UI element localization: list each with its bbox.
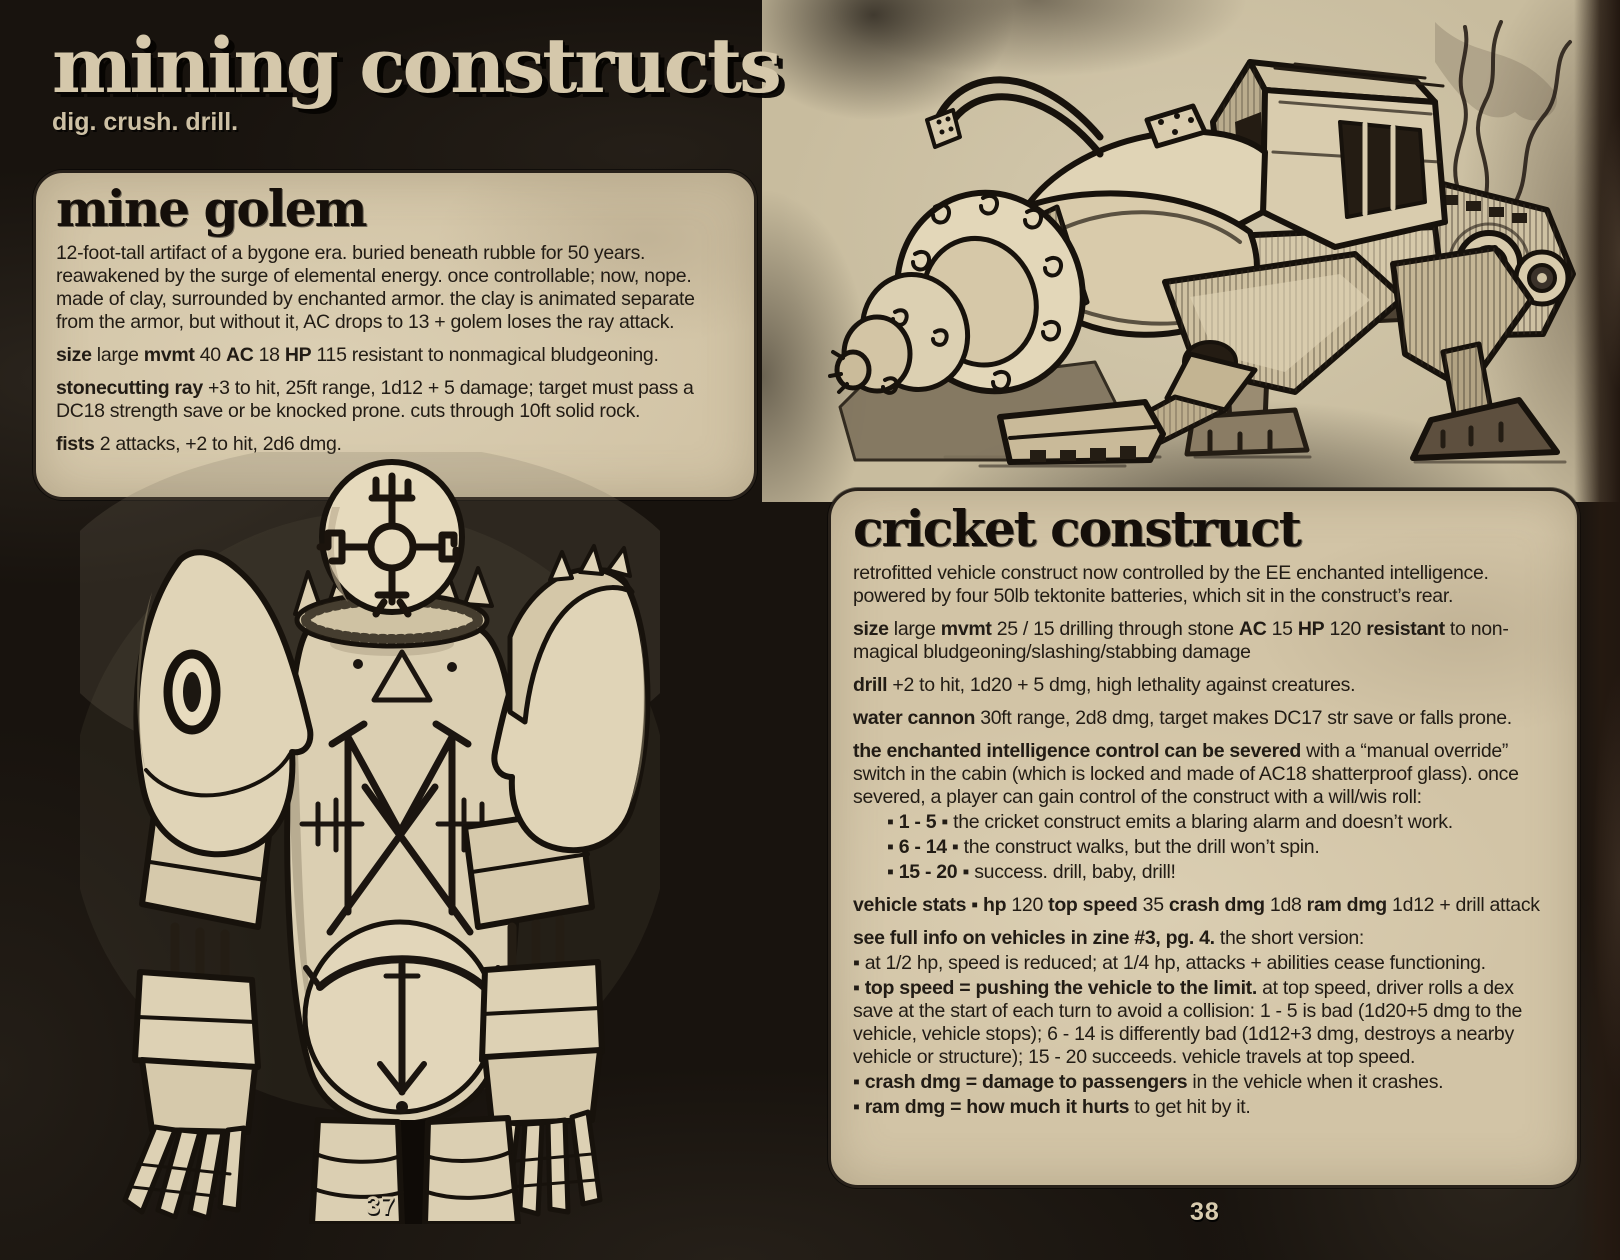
cricket-intro: retrofitted vehicle construct now controlled by the EE enchanted intelligence. powered by four 50lb tektonite batteries, which sit in the construct’s rear. — [853, 561, 1489, 607]
vehicle-rule-hp: ▪ at 1/2 hp, speed is reduced; at 1/4 hp, attacks + abilities cease functioning. — [853, 951, 1486, 974]
page-edge-texture — [1574, 0, 1620, 1260]
mine-golem-stat-ray: stonecutting ray +3 to hit, 25ft range, 1d12 + 5 damage; target must pass a DC18 strength save or be knocked prone. cuts through 10ft solid rock. — [56, 376, 694, 422]
cricket-construct-illustration — [795, 2, 1595, 472]
vehicle-rule-top-speed: ▪ top speed = pushing the vehicle to the limit. at top speed, driver rolls a dex save at the start of each turn to avoid a collision: 1 - 5 is bad (1d20+5 dmg to the vehicle, vehicle stops); 6 - 14 is differently bad (1d12+3 dmg, destroys a nearby vehicle or structure); 15 - 20 succeeds. vehicle travels at top speed. — [853, 976, 1523, 1068]
cricket-heading: cricket construct — [853, 499, 1300, 558]
mine-golem-illustration — [80, 452, 660, 1224]
mine-golem-stat-size: size large mvmt 40 AC 18 HP 115 resistant to nonmagical bludgeoning. — [56, 343, 659, 366]
cricket-stat-size: size large mvmt 25 / 15 drilling through stone AC 15 HP 120 resistant to non-magical bludgeoning/slashing/stabbing damage — [853, 617, 1509, 663]
cricket-stat-water: water cannon 30ft range, 2d8 dmg, target makes DC17 str save or falls prone. — [853, 706, 1512, 729]
override-roll-results — [887, 811, 1555, 884]
vehicle-rule-crash-dmg: ▪ crash dmg = damage to passengers in the vehicle when it crashes. — [853, 1070, 1444, 1093]
page-number-left: 37 — [366, 1192, 396, 1220]
cricket-stat-drill: drill +2 to hit, 1d20 + 5 dmg, high lethality against creatures. — [853, 673, 1356, 696]
roll-result-low: ▪ 1 - 5 ▪ the cricket construct emits a blaring alarm and doesn’t work. — [887, 810, 1453, 833]
mine-golem-stat-fists: fists 2 attacks, +2 to hit, 2d6 dmg. — [56, 432, 342, 455]
mine-golem-statblock — [33, 170, 757, 500]
roll-result-high: ▪ 15 - 20 ▪ success. drill, baby, drill! — [887, 860, 1176, 883]
page-number-right: 38 — [1190, 1198, 1220, 1226]
vehicle-rules — [853, 952, 1555, 1119]
cricket-body — [853, 562, 1555, 1119]
chapter-header — [52, 21, 779, 137]
vehicle-rule-ram-dmg: ▪ ram dmg = how much it hurts to get hit by it. — [853, 1095, 1251, 1118]
cricket-see-full: see full info on vehicles in zine #3, pg. 4. the short version: — [853, 926, 1365, 949]
mine-golem-intro: 12-foot-tall artifact of a bygone era. buried beneath rubble for 50 years. reawakened by the surge of elemental energy. once controllable; now, nope. made of clay, surrounded by enchanted armor. the clay is animated separate from the armor, but without it, AC drops to 13 + golem loses the ray attack. — [56, 241, 695, 333]
mine-golem-body — [56, 242, 734, 456]
page-tagline: dig. crush. drill. — [52, 107, 239, 136]
cricket-override-rule: the enchanted intelligence control can be severed with a “manual override” switch in the cabin (which is locked and made of AC18 shatterproof glass). once severed, a player can gain control of the construct with a will/wis roll: — [853, 739, 1519, 808]
page-title: mining constructs — [52, 21, 779, 110]
mine-golem-heading: mine golem — [56, 179, 366, 238]
roll-result-mid: ▪ 6 - 14 ▪ the construct walks, but the drill won’t spin. — [887, 835, 1320, 858]
cricket-vehicle-stats: vehicle stats ▪ hp 120 top speed 35 crash dmg 1d8 ram dmg 1d12 + drill attack — [853, 893, 1540, 916]
cricket-construct-statblock — [828, 488, 1580, 1188]
